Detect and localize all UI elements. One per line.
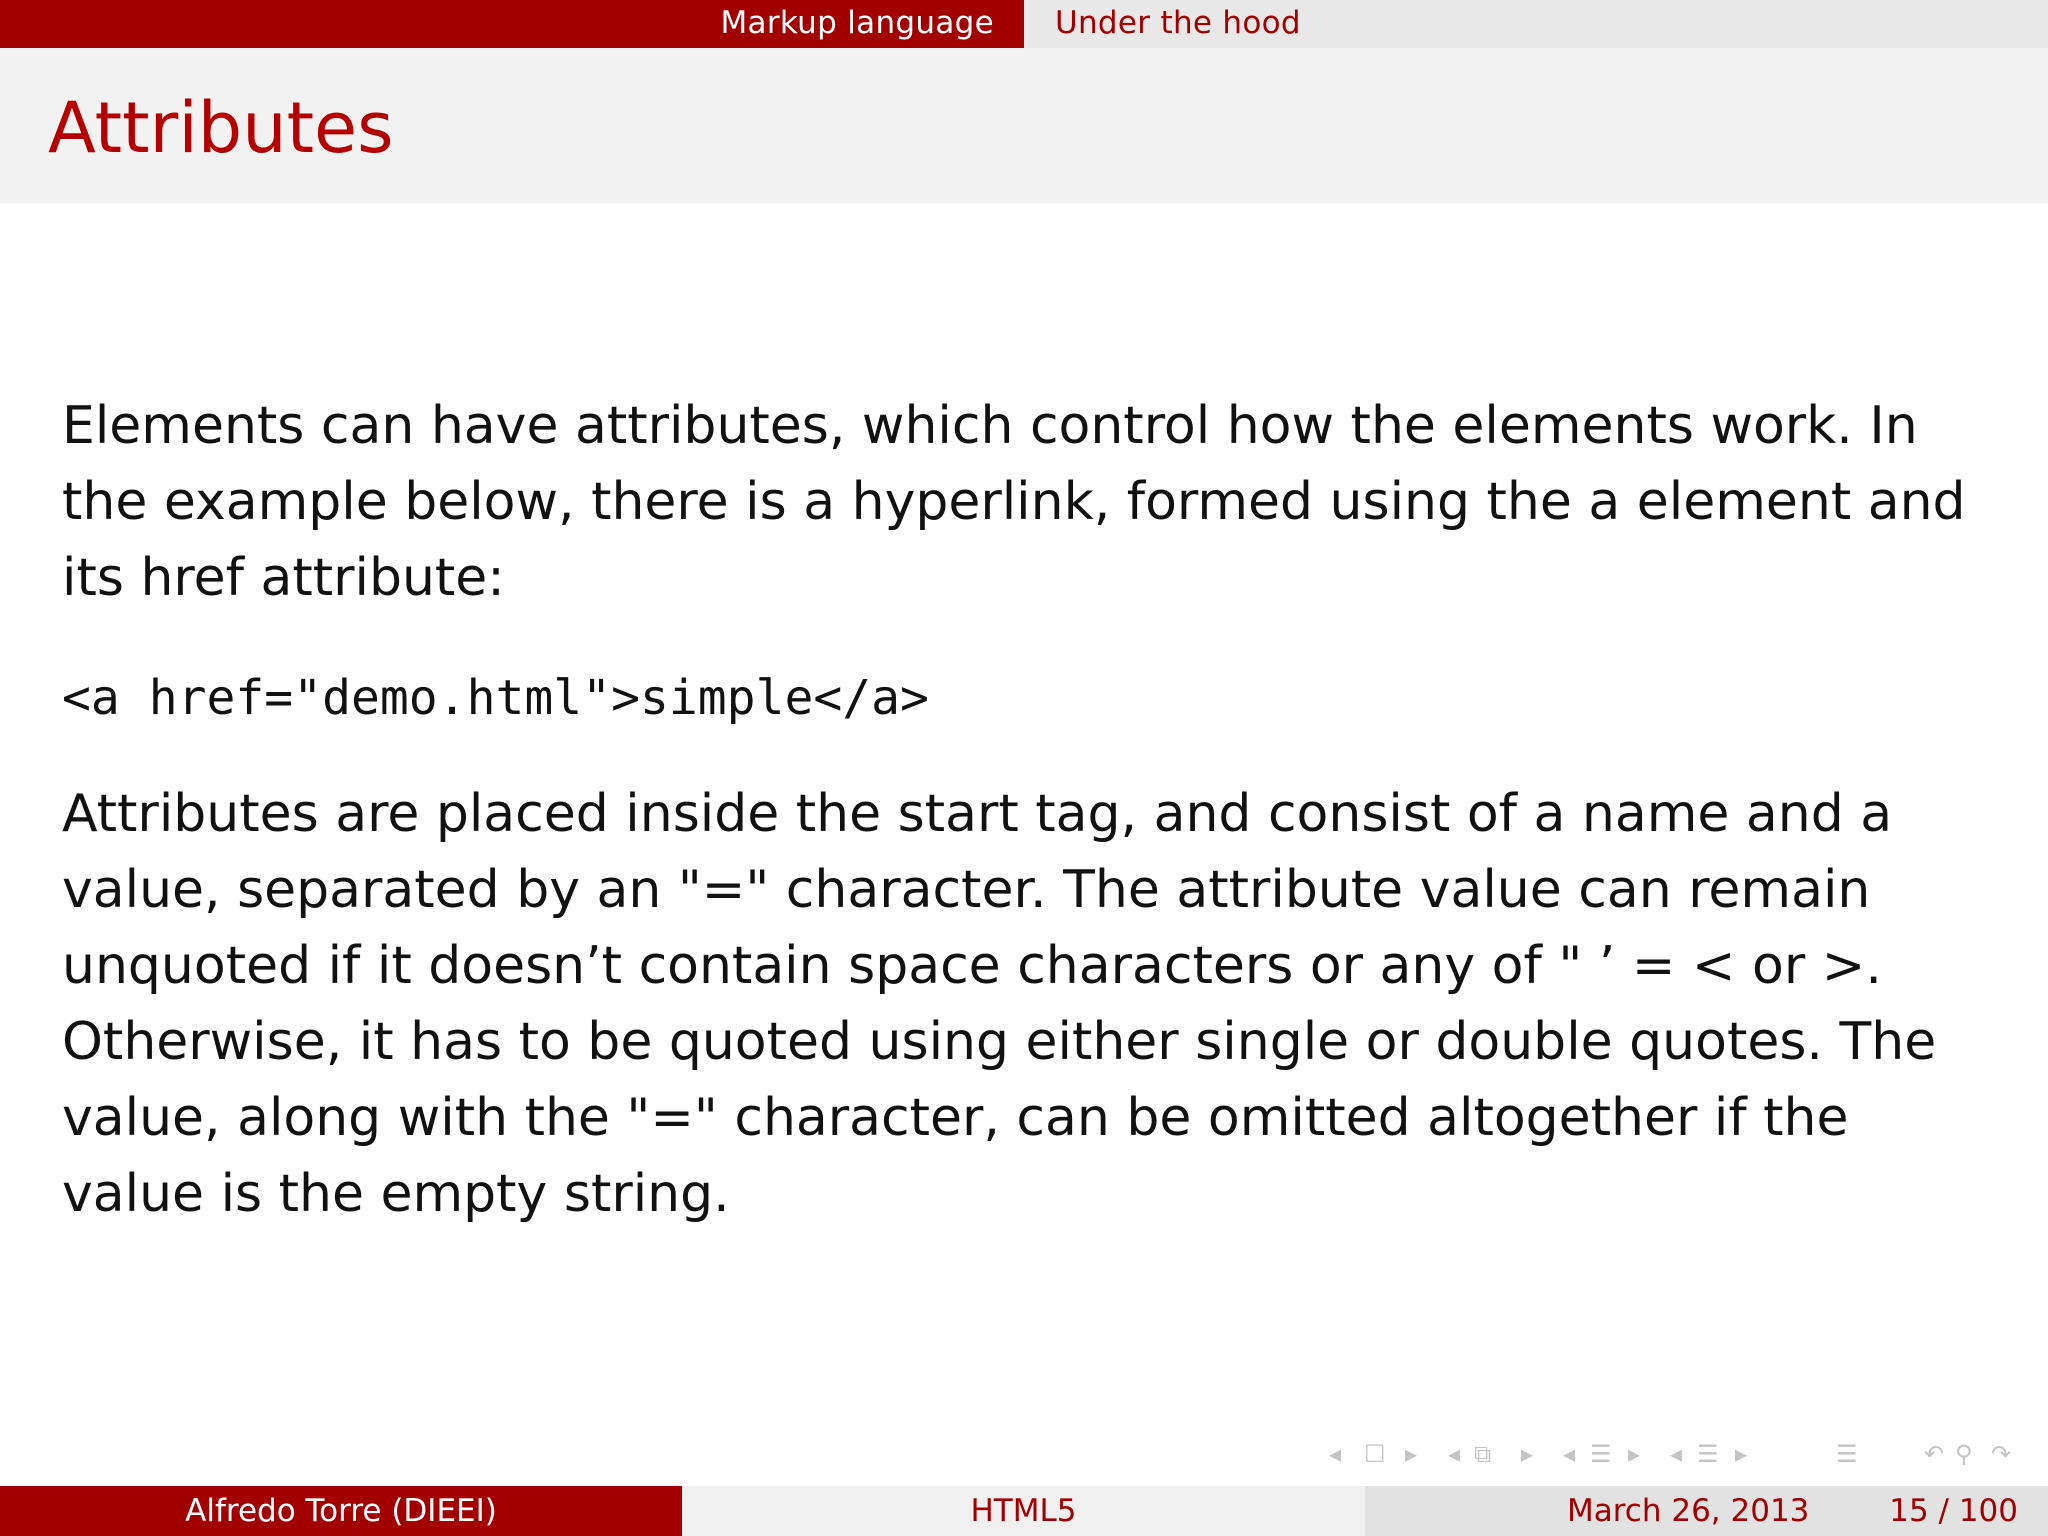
frame-title-bar	[0, 48, 2048, 203]
search-icon[interactable]: ⚲	[1955, 1440, 1973, 1468]
paragraph-details: Attributes are placed inside the start tag, and consist of a name and a value, separated by an "=" character. The attribute value can remain unquoted if it doesn’t contain space characters or any of " ’ = < or >. Otherwise, it has to be quoted using either single or double quotes. The value, along with the "=" character, can be omitted altogether if the value is the empty string.	[62, 784, 1937, 1224]
page-number: 15 / 100	[1889, 1493, 2018, 1529]
frame-title: Attributes	[48, 87, 394, 169]
navigation-symbols	[1320, 1440, 2040, 1474]
paragraph-intro: Elements can have attributes, which control how the elements work. In the example below, there is a hyperlink, formed using the a element and its href attribute:	[62, 396, 1966, 608]
outline-icon[interactable]: ☰	[1697, 1440, 1719, 1468]
footer-info	[1365, 1486, 2048, 1536]
nav-section-current[interactable]	[0, 0, 1024, 48]
frame-icon[interactable]: ☐	[1364, 1440, 1386, 1468]
prev-frame-icon[interactable]: ◂	[1329, 1440, 1342, 1468]
prev-section-icon[interactable]: ◂	[1563, 1440, 1576, 1468]
footer-title: HTML5	[682, 1486, 1365, 1536]
prev-subsection-icon[interactable]: ◂	[1448, 1440, 1461, 1468]
section-icon[interactable]: ☰	[1590, 1440, 1612, 1468]
footer	[0, 1486, 2048, 1536]
nav-section-label: Markup language	[720, 5, 994, 41]
subsection-icon[interactable]: ⧉	[1474, 1440, 1492, 1468]
slide-body	[62, 388, 2002, 1232]
code-example: <a href="demo.html">simple</a>	[62, 670, 929, 726]
back-icon[interactable]: ↶	[1924, 1440, 1945, 1468]
toc-icon[interactable]: ☰	[1836, 1440, 1858, 1468]
nav-subsection-link[interactable]: Under the hood	[1055, 5, 1301, 41]
footer-date: March 26, 2013	[1567, 1493, 1810, 1529]
next-frame-icon[interactable]: ▸	[1405, 1440, 1418, 1468]
next-section-icon[interactable]: ▸	[1628, 1440, 1641, 1468]
forward-icon[interactable]: ↷	[1991, 1440, 2012, 1468]
next-outline-icon[interactable]: ▸	[1735, 1440, 1748, 1468]
header-navigation	[0, 0, 2048, 48]
next-subsection-icon[interactable]: ▸	[1521, 1440, 1534, 1468]
footer-author: Alfredo Torre (DIEEI)	[0, 1486, 682, 1536]
prev-outline-icon[interactable]: ◂	[1670, 1440, 1683, 1468]
